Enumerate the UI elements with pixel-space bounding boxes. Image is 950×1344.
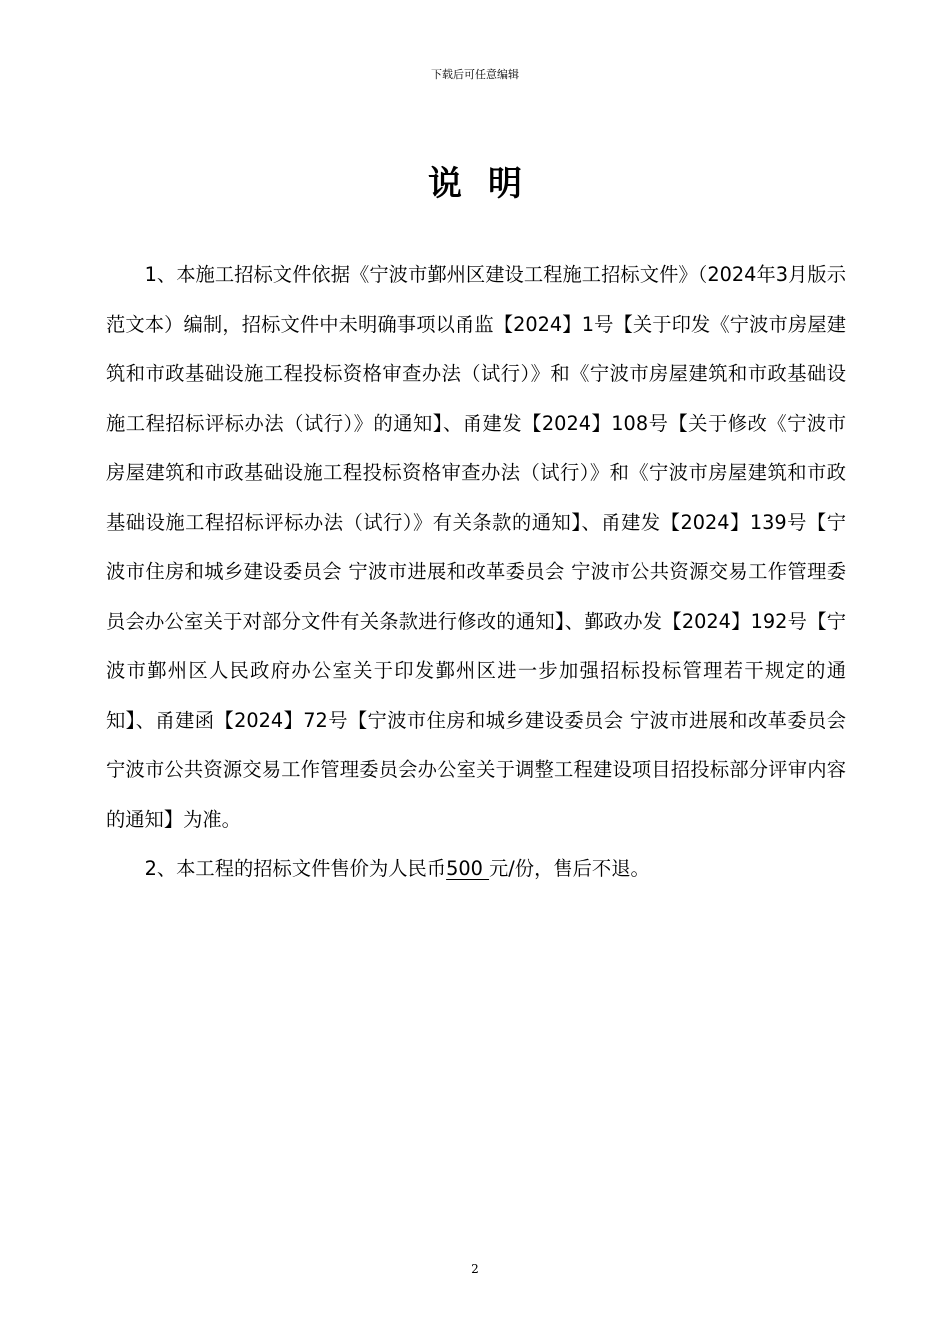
page-number: 2 xyxy=(471,1262,479,1276)
header-note: 下载后可任意编辑 xyxy=(431,68,519,81)
price-prefix: 2、本工程的招标文件售价为人民币 xyxy=(144,857,447,880)
price-suffix: 元/份，售后不退。 xyxy=(489,857,650,880)
paragraph-1: 1、本施工招标文件依据《宁波市鄞州区建设工程施工招标文件》（2024年3月版示范文本）编制，招标文件中未明确事项以甬监【2024】1号【关于印发《宁波市房屋建筑和市政基础设施工程投标资格审查办法（试行）》和《宁波市房屋建筑和市政基础设施工程招标评标办法（试行）》的通知】、甬建发【2024】108号【关于修改《宁波市房屋建筑和市政基础设施工程投标资格审查办法（试行）》和《宁波市房屋建筑和市政基础设施工程招标评标办法（试行）》有关条款的通知】、甬建发【2024】139号【宁波市住房和城乡建设委员会 宁波市进展和改革委员会 宁波市公共资源交易工作管理委员会办公室关于对部分文件有关条款进行修改的通知】、鄞政办发【2024】192号【宁波市鄞州区人民政府办公室关于印发鄞州区进一步加强招标投标管理若干规定的通知】、甬建函【2024】72号【宁波市住房和城乡建设委员会 宁波市进展和改革委员会 宁波市公共资源交易工作管理委员会办公室关于调整工程建设项目招投标部分评审内容的通知】为准。 xyxy=(106,263,846,831)
document-body xyxy=(106,250,846,894)
price-value: 500 xyxy=(446,857,490,880)
paragraph-2 xyxy=(106,844,846,894)
page-title: 说明 xyxy=(428,164,548,204)
